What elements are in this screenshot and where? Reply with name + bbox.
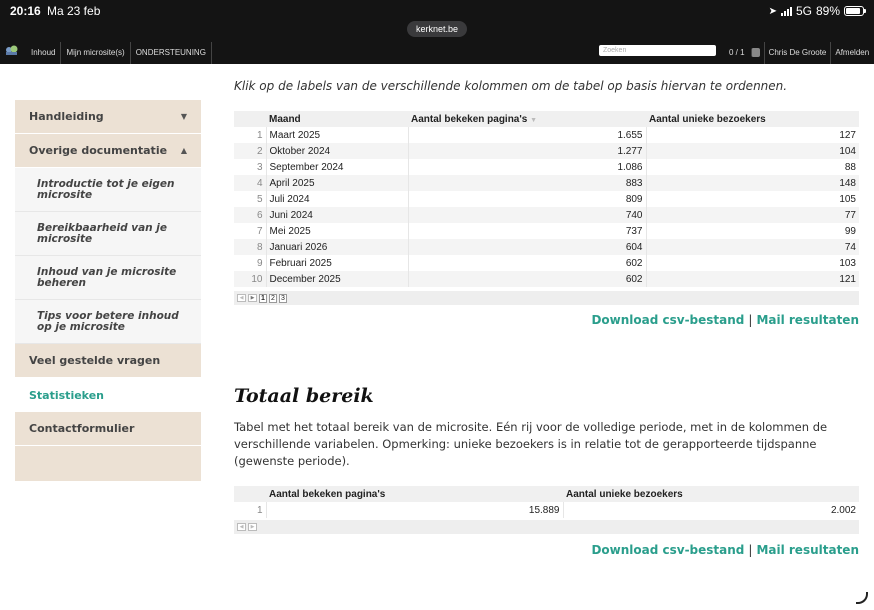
pager-page-1[interactable]: 1 <box>259 294 267 303</box>
status-indicators <box>769 4 864 18</box>
battery-percent: 89% <box>815 4 840 18</box>
cell-maand: Oktober 2024 <box>266 143 408 159</box>
download-row <box>591 543 859 557</box>
cell-bezoekers: 2.002 <box>830 504 856 516</box>
table-row <box>234 223 859 239</box>
column-header-bekeken[interactable] <box>408 111 646 127</box>
row-index: 4 <box>234 175 266 191</box>
header-index <box>234 111 266 127</box>
notification-counter[interactable] <box>721 42 764 64</box>
column-header-bekeken[interactable]: Aantal bekeken pagina's <box>266 486 563 502</box>
table-row <box>234 159 859 175</box>
sidebar-item-overige-documentatie[interactable] <box>15 134 201 168</box>
chevron-up-icon: ▲ <box>180 146 187 155</box>
chevron-down-icon: ▼ <box>180 112 187 121</box>
cell-maand: Januari 2026 <box>266 239 408 255</box>
row-index: 5 <box>234 191 266 207</box>
sidebar-item-label: Overige documentatie <box>29 144 168 157</box>
table-row <box>234 207 859 223</box>
download-csv-link[interactable]: Download csv-bestand <box>591 543 745 557</box>
sidebar-item-label: Contactformulier <box>29 422 135 435</box>
cell-maand: Juli 2024 <box>266 191 408 207</box>
sidebar-item-statistieken[interactable]: Statistieken <box>15 378 201 412</box>
cell-bekeken: 1.086 <box>408 159 646 175</box>
sidebar-subitem-bereikbaarheid[interactable]: Bereikbaarheid van je microsite <box>15 212 201 256</box>
table-row <box>234 127 859 143</box>
counter-text: 0 / 1 <box>729 48 745 57</box>
column-header-label: Aantal bekeken pagina's <box>411 113 528 125</box>
loading-spinner-icon <box>856 592 868 604</box>
table-row <box>234 239 859 255</box>
column-header-bezoekers[interactable]: Aantal unieke bezoekers <box>646 111 859 127</box>
cellular-signal-icon <box>781 6 792 16</box>
mail-results-link[interactable]: Mail resultaten <box>756 543 859 557</box>
row-index: 1 <box>234 127 266 143</box>
table-row <box>234 175 859 191</box>
header-index <box>234 486 266 502</box>
cell-maand: Maart 2025 <box>266 127 408 143</box>
mail-results-link[interactable]: Mail resultaten <box>756 313 859 327</box>
url-field[interactable]: kerknet.be <box>407 21 467 37</box>
row-index: 8 <box>234 239 266 255</box>
cell-bekeken: 809 <box>408 191 646 207</box>
section-title: Totaal bereik <box>234 385 374 407</box>
pager-prev-icon[interactable]: ◀ <box>237 294 246 302</box>
cell-bezoekers: 103 <box>839 257 856 269</box>
sidebar-filler <box>15 446 201 481</box>
nav-mijn-microsites[interactable]: Mijn microsite(s) <box>61 42 130 64</box>
cell-bezoekers: 104 <box>646 143 859 159</box>
status-date: Ma 23 feb <box>47 4 101 18</box>
row-index: 7 <box>234 223 266 239</box>
sidebar-subitem-inhoud[interactable]: Inhoud van je microsite beheren <box>15 256 201 300</box>
table-pager <box>234 291 859 305</box>
download-row <box>591 313 859 327</box>
cell-bekeken: 602 <box>408 255 646 271</box>
cell-maand: December 2025 <box>266 271 408 287</box>
sidebar-item-faq[interactable] <box>15 344 201 378</box>
nav-inhoud[interactable]: Inhoud <box>26 42 61 64</box>
link-separator: | <box>748 543 753 557</box>
user-name-link[interactable]: Chris De Groote <box>764 42 831 64</box>
cell-maand: Juni 2024 <box>266 207 408 223</box>
column-header-maand[interactable]: Maand <box>266 111 408 127</box>
column-header-bezoekers[interactable]: Aantal unieke bezoekers <box>563 486 859 502</box>
cell-bekeken: 604 <box>408 239 646 255</box>
cell-bezoekers: 77 <box>646 207 859 223</box>
user-group-icon <box>751 48 760 57</box>
table-row <box>234 502 859 518</box>
sidebar-subitem-tips[interactable]: Tips voor betere inhoud op je microsite <box>15 300 201 344</box>
cell-bekeken: 737 <box>408 223 646 239</box>
row-index: 1 <box>234 502 266 518</box>
cell-bezoekers: 88 <box>844 161 856 173</box>
logout-link[interactable]: Afmelden <box>830 42 873 64</box>
cell-bekeken: 740 <box>408 207 646 223</box>
status-bar <box>0 0 874 21</box>
cell-bekeken: 1.277 <box>408 143 646 159</box>
table-header-row <box>234 111 859 127</box>
row-index: 2 <box>234 143 266 159</box>
sidebar <box>15 100 201 481</box>
status-time: 20:16 <box>10 4 41 18</box>
cell-bezoekers: 74 <box>646 239 859 255</box>
sidebar-item-label: Veel gestelde vragen <box>29 354 161 367</box>
cell-bekeken: 1.655 <box>408 127 646 143</box>
kerknet-logo-icon[interactable] <box>5 45 18 56</box>
table-row <box>234 143 859 159</box>
cell-bezoekers: 121 <box>646 271 859 287</box>
sidebar-item-handleiding[interactable] <box>15 100 201 134</box>
cell-bezoekers: 127 <box>839 129 856 141</box>
link-separator: | <box>748 313 753 327</box>
table-header-row <box>234 486 859 502</box>
cell-bezoekers: 105 <box>839 193 856 205</box>
section-description: Tabel met het totaal bereik van de microsite. Eén rij voor de volledige periode, met in de kolommen de verschillende variabelen. Opmerking: unieke bezoekers is in relatie tot de gerapporteerde tijdspanne (gewenste periode). <box>234 420 828 468</box>
cell-maand: Mei 2025 <box>266 223 408 239</box>
monthly-stats-table <box>234 111 859 287</box>
cell-bezoekers: 148 <box>646 175 859 191</box>
pager-next-icon[interactable]: ▶ <box>248 523 257 531</box>
pager-page-3[interactable]: 3 <box>279 294 287 303</box>
cell-maand: September 2024 <box>266 159 408 175</box>
cell-bekeken: 15.889 <box>266 502 563 518</box>
nav-ondersteuning[interactable]: ONDERSTEUNING <box>131 42 212 64</box>
sidebar-item-contactformulier[interactable] <box>15 412 201 446</box>
sort-desc-icon: ▼ <box>530 116 538 124</box>
battery-icon <box>844 6 864 16</box>
cell-bekeken: 883 <box>408 175 646 191</box>
table-row <box>234 255 859 271</box>
search-input[interactable]: Zoeken <box>599 45 716 56</box>
table-pager <box>234 520 859 534</box>
table-row <box>234 271 859 287</box>
sidebar-subitem-introductie[interactable]: Introductie tot je eigen microsite <box>15 168 201 212</box>
cell-maand: April 2025 <box>266 175 408 191</box>
table-row <box>234 191 859 207</box>
row-index: 10 <box>234 271 266 287</box>
pager-next-icon[interactable]: ▶ <box>248 294 257 302</box>
pager-prev-icon[interactable]: ◀ <box>237 523 246 531</box>
cell-maand: Februari 2025 <box>266 255 408 271</box>
browser-bar <box>0 21 874 42</box>
network-label: 5G <box>795 4 812 18</box>
total-reach-table <box>234 486 859 518</box>
location-arrow-icon: ➤ <box>768 5 777 17</box>
cell-bezoekers: 99 <box>844 225 856 237</box>
pager-page-2[interactable]: 2 <box>269 294 277 303</box>
cell-bekeken: 602 <box>408 271 646 287</box>
table-instructions: Klik op de labels van de verschillende kolommen om de tabel op basis hiervan te ordennen. <box>234 79 788 93</box>
sidebar-item-label: Handleiding <box>29 110 104 123</box>
row-index: 3 <box>234 159 266 175</box>
site-top-nav <box>0 42 874 64</box>
row-index: 9 <box>234 255 266 271</box>
row-index: 6 <box>234 207 266 223</box>
download-csv-link[interactable]: Download csv-bestand <box>591 313 745 327</box>
